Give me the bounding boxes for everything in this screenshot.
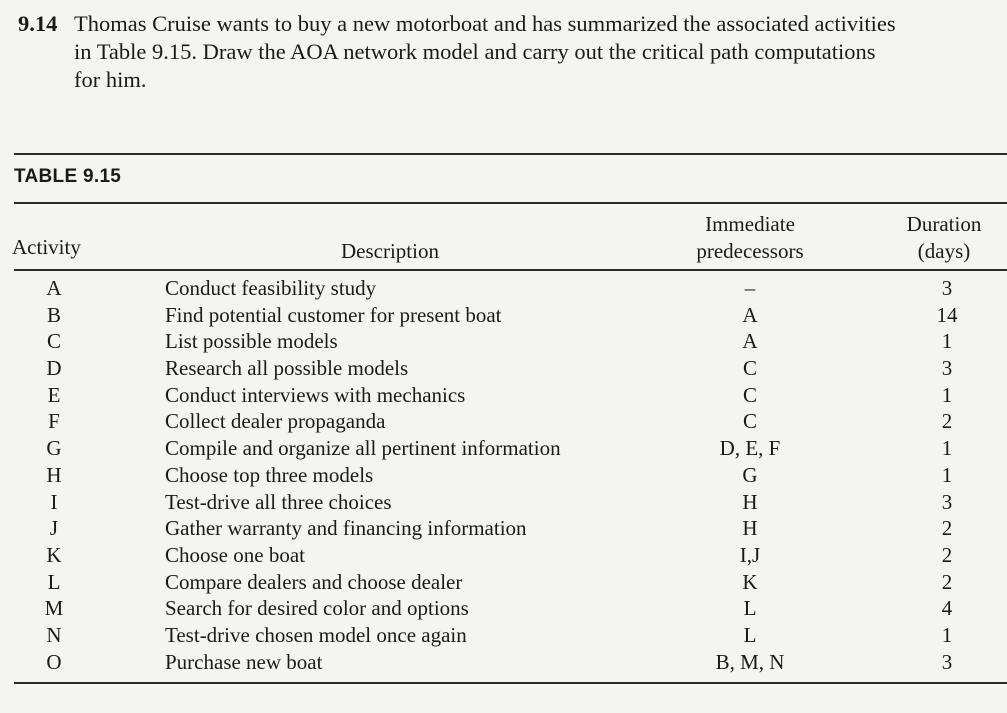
activity-cell: M xyxy=(44,596,64,621)
header-predecessors-line1: Immediate xyxy=(705,212,795,236)
problem-line-1: Thomas Cruise wants to buy a new motorboat and has summarized the associated activities xyxy=(74,11,896,36)
duration-cell: 2 xyxy=(941,569,953,594)
table-row xyxy=(0,515,1007,542)
duration-cell: 1 xyxy=(941,436,953,461)
table-row xyxy=(0,382,1007,409)
activity-cell: K xyxy=(46,542,62,567)
predecessors-cell: L xyxy=(743,622,757,647)
description-cell: Compile and organize all pertinent information xyxy=(165,436,561,461)
predecessors-cell: H xyxy=(742,516,758,541)
duration-cell: 1 xyxy=(941,329,953,354)
table-bottom-rule xyxy=(14,682,1007,684)
duration-cell: 4 xyxy=(941,596,953,621)
table-row xyxy=(0,622,1007,649)
predecessors-cell: L xyxy=(743,596,757,621)
table-row xyxy=(0,595,1007,622)
duration-cell: 3 xyxy=(941,276,953,300)
description-cell: Compare dealers and choose dealer xyxy=(165,569,463,594)
table-row xyxy=(0,649,1007,676)
predecessors-cell: C xyxy=(742,409,757,434)
problem-line-3: for him. xyxy=(74,67,147,92)
duration-cell: 2 xyxy=(941,409,953,434)
activity-cell: B xyxy=(46,302,61,327)
section-rule xyxy=(14,153,1007,155)
description-cell: Gather warranty and financing information xyxy=(165,516,527,541)
duration-cell: 2 xyxy=(941,516,953,541)
header-description: Description xyxy=(341,239,439,263)
problem-statement xyxy=(18,10,993,94)
description-cell: Research all possible models xyxy=(165,356,409,381)
predecessors-cell: A xyxy=(742,302,758,327)
activity-cell: C xyxy=(46,329,61,354)
problem-number: 9.14 xyxy=(18,11,58,36)
description-cell: Test-drive all three choices xyxy=(165,489,392,514)
predecessors-cell: – xyxy=(744,276,756,300)
header-predecessors-line2: predecessors xyxy=(696,239,804,263)
description-cell: Conduct interviews with mechanics xyxy=(165,382,466,407)
table-body xyxy=(0,275,1007,675)
description-cell: List possible models xyxy=(165,329,338,354)
table-row xyxy=(0,302,1007,329)
description-cell: Conduct feasibility study xyxy=(165,276,377,300)
duration-cell: 3 xyxy=(941,489,953,514)
activity-cell: F xyxy=(48,409,60,434)
activity-cell: D xyxy=(46,356,62,381)
activity-cell: N xyxy=(46,622,62,647)
description-cell: Choose one boat xyxy=(165,542,305,567)
activity-cell: J xyxy=(49,516,59,541)
table-row xyxy=(0,435,1007,462)
description-cell: Choose top three models xyxy=(165,462,374,487)
description-cell: Collect dealer propaganda xyxy=(165,409,386,434)
table-row xyxy=(0,275,1007,302)
predecessors-cell: D, E, F xyxy=(719,436,781,461)
table-row xyxy=(0,328,1007,355)
table-row xyxy=(0,569,1007,596)
predecessors-cell: B, M, N xyxy=(715,649,785,674)
description-cell: Find potential customer for present boat xyxy=(165,302,502,327)
header-duration-line2: (days) xyxy=(917,239,971,263)
activity-cell: E xyxy=(47,382,61,407)
description-cell: Search for desired color and options xyxy=(165,596,469,621)
description-cell: Test-drive chosen model once again xyxy=(165,622,467,647)
header-duration-line1: Duration xyxy=(906,212,982,236)
table-header-rule xyxy=(14,269,1007,271)
activity-cell: O xyxy=(46,649,62,674)
header-predecessors xyxy=(668,211,832,265)
table-caption: TABLE 9.15 xyxy=(14,166,122,187)
duration-cell: 3 xyxy=(941,649,953,674)
duration-cell: 3 xyxy=(941,356,953,381)
duration-cell: 14 xyxy=(936,302,958,327)
predecessors-cell: C xyxy=(742,356,757,381)
duration-cell: 1 xyxy=(941,382,953,407)
problem-line-2: in Table 9.15. Draw the AOA network model and carry out the critical path computations xyxy=(74,39,876,64)
predecessors-cell: K xyxy=(742,569,758,594)
predecessors-cell: C xyxy=(742,382,757,407)
duration-cell: 1 xyxy=(941,622,953,647)
activity-cell: H xyxy=(46,462,62,487)
header-duration xyxy=(888,211,1000,265)
table-row xyxy=(0,489,1007,516)
problem-text xyxy=(74,10,993,94)
table-top-rule xyxy=(14,202,1007,204)
predecessors-cell: H xyxy=(742,489,758,514)
activity-cell: A xyxy=(46,276,62,300)
table-row xyxy=(0,462,1007,489)
predecessors-cell: G xyxy=(742,462,758,487)
activity-cell: L xyxy=(47,569,61,594)
table-row xyxy=(0,408,1007,435)
header-activity: Activity xyxy=(12,235,81,259)
description-cell: Purchase new boat xyxy=(165,649,323,674)
activity-cell: I xyxy=(50,489,58,514)
duration-cell: 1 xyxy=(941,462,953,487)
table-row xyxy=(0,542,1007,569)
table-row xyxy=(0,355,1007,382)
activity-cell: G xyxy=(46,436,62,461)
duration-cell: 2 xyxy=(941,542,953,567)
predecessors-cell: A xyxy=(742,329,758,354)
predecessors-cell: I,J xyxy=(739,542,761,567)
